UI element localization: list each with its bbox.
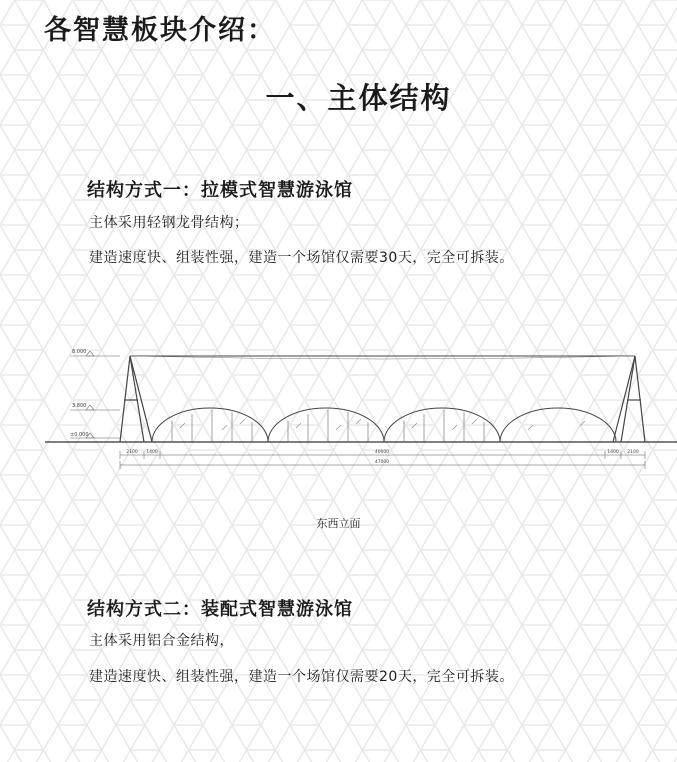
arch-4: [500, 408, 616, 442]
dim-label-3: 40000: [374, 450, 390, 455]
section-title: 一、主体结构: [265, 81, 452, 115]
structure-one-title: 结构方式一：拉模式智慧游泳馆: [87, 180, 353, 201]
structure-two-title: 结构方式二：装配式智慧游泳馆: [87, 599, 353, 620]
dim-label-5: 2100: [627, 450, 639, 455]
structure-one-line1: 主体采用轻钢龙骨结构；: [89, 215, 249, 231]
elevation-drawing: [40, 340, 677, 480]
structure-two-line1: 主体采用铝合金结构，: [89, 633, 234, 649]
arch-3: [384, 408, 500, 442]
level-label-mid: 3.800: [72, 403, 87, 409]
level-marker-top: [70, 349, 120, 356]
right-mast: [613, 356, 645, 442]
dim-label-1: 2100: [126, 450, 138, 455]
level-label-ground: ±0.000: [70, 432, 89, 438]
level-label-top: 8.000: [72, 349, 87, 355]
dim-label-2: 1400: [146, 450, 158, 455]
level-marker-ground: [70, 432, 120, 438]
arch-1: [152, 408, 268, 442]
drawing-caption: 东西立面: [316, 517, 361, 530]
structure-two-line2: 建造速度快、组装性强，建造一个场馆仅需要20天，完全可拆装。: [89, 669, 514, 685]
dim-label-4: 1400: [607, 450, 619, 455]
level-marker-mid: [70, 403, 120, 410]
page-title: 各智慧板块介绍：: [44, 15, 276, 46]
arch-2: [268, 408, 384, 442]
structure-one-line2: 建造速度快、组装性强，建造一个场馆仅需要30天，完全可拆装。: [89, 250, 514, 266]
left-mast: [120, 356, 152, 442]
dim-label-total: 47000: [374, 460, 390, 465]
